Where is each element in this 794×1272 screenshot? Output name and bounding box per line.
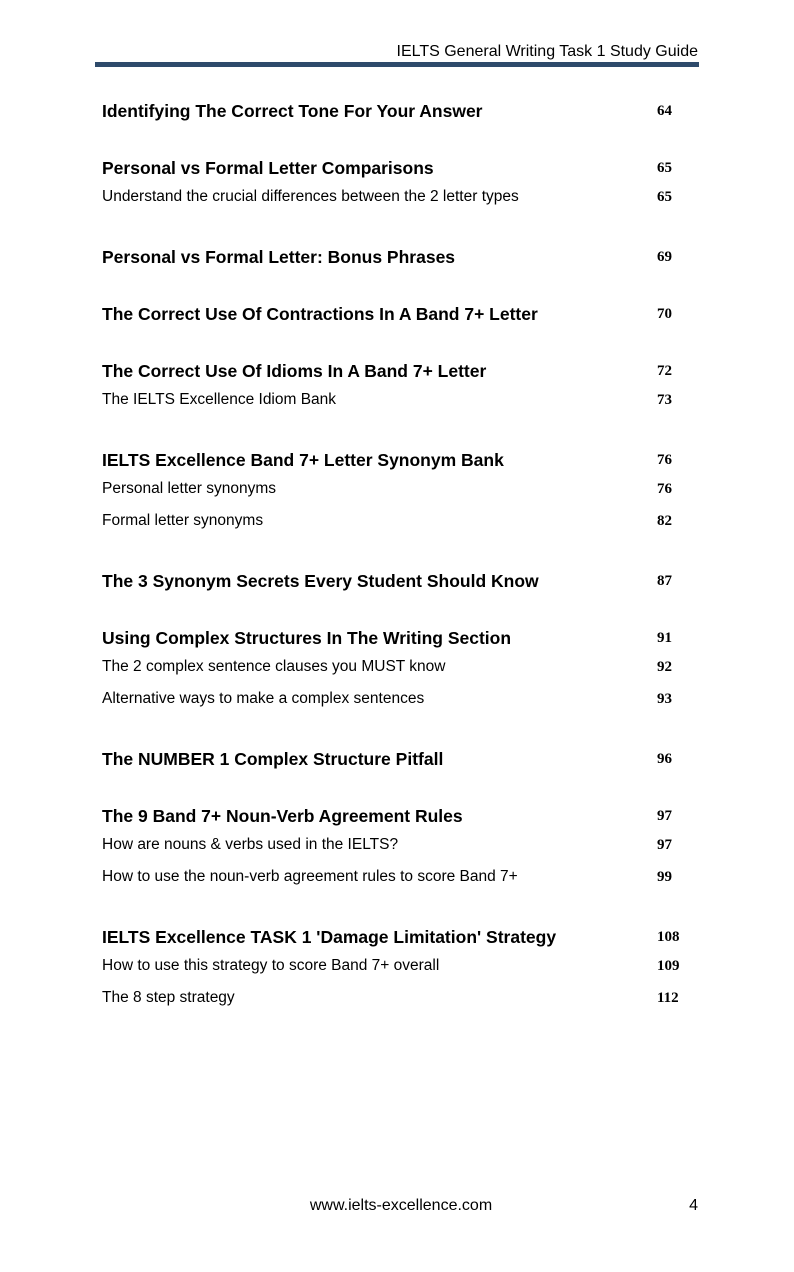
toc-subsection-page: 76 <box>657 480 672 497</box>
toc-chapter-page: 76 <box>657 451 672 468</box>
toc-chapter-page: 108 <box>657 928 680 945</box>
toc-chapter-page: 64 <box>657 102 672 119</box>
toc-chapter-title: Identifying The Correct Tone For Your Answer <box>102 100 483 121</box>
toc-chapter-page: 91 <box>657 629 672 646</box>
toc-chapter-title: Personal vs Formal Letter Comparisons <box>102 157 434 178</box>
toc-section <box>102 568 682 594</box>
header-divider <box>95 62 699 67</box>
toc-subsection-title: The IELTS Excellence Idiom Bank <box>102 391 337 408</box>
page-number: 4 <box>689 1197 698 1214</box>
table-of-contents <box>102 98 682 1045</box>
toc-subsection-title: Personal letter synonyms <box>102 480 277 497</box>
toc-chapter-title: The Correct Use Of Idioms In A Band 7+ Letter <box>102 360 487 381</box>
toc-chapter-title: The 3 Synonym Secrets Every Student Should Know <box>102 570 539 591</box>
toc-chapter-page: 65 <box>657 159 672 176</box>
toc-section <box>102 358 682 416</box>
toc-subsection-entry[interactable] <box>102 384 682 416</box>
toc-chapter-entry[interactable] <box>102 155 682 181</box>
toc-chapter-title: Using Complex Structures In The Writing Section <box>102 627 512 648</box>
toc-subsection-title: Formal letter synonyms <box>102 512 264 529</box>
toc-subsection-entry[interactable] <box>102 950 682 982</box>
toc-subsection-title: How to use the noun-verb agreement rules to score Band 7+ <box>102 868 518 885</box>
toc-subsection-entry[interactable] <box>102 683 682 715</box>
toc-subsection-page: 92 <box>657 658 672 675</box>
toc-subsection-page: 65 <box>657 188 672 205</box>
toc-subsection-title: The 2 complex sentence clauses you MUST know <box>102 658 446 675</box>
toc-chapter-page: 96 <box>657 750 672 767</box>
toc-chapter-title: The Correct Use Of Contractions In A Band 7+ Letter <box>102 303 538 324</box>
toc-subsection-entry[interactable] <box>102 861 682 893</box>
toc-chapter-entry[interactable] <box>102 803 682 829</box>
toc-section <box>102 803 682 893</box>
toc-subsection-title: How to use this strategy to score Band 7+ overall <box>102 957 440 974</box>
toc-chapter-page: 72 <box>657 362 672 379</box>
toc-subsection-page: 112 <box>657 989 679 1006</box>
toc-subsection-page: 109 <box>657 957 680 974</box>
toc-chapter-entry[interactable] <box>102 358 682 384</box>
toc-subsection-page: 73 <box>657 391 672 408</box>
toc-section <box>102 746 682 772</box>
toc-chapter-page: 69 <box>657 248 672 265</box>
toc-chapter-title: IELTS Excellence Band 7+ Letter Synonym Bank <box>102 449 504 470</box>
toc-subsection-page: 99 <box>657 868 672 885</box>
toc-subsection-entry[interactable] <box>102 829 682 861</box>
toc-chapter-entry[interactable] <box>102 625 682 651</box>
toc-chapter-entry[interactable] <box>102 301 682 327</box>
toc-chapter-entry[interactable] <box>102 244 682 270</box>
toc-section <box>102 98 682 124</box>
toc-chapter-page: 87 <box>657 572 672 589</box>
toc-chapter-entry[interactable] <box>102 447 682 473</box>
toc-subsection-entry[interactable] <box>102 181 682 213</box>
toc-chapter-title: The 9 Band 7+ Noun-Verb Agreement Rules <box>102 805 463 826</box>
toc-subsection-entry[interactable] <box>102 473 682 505</box>
toc-chapter-page: 70 <box>657 305 672 322</box>
toc-section <box>102 447 682 537</box>
toc-chapter-title: IELTS Excellence TASK 1 'Damage Limitation' Strategy <box>102 926 557 947</box>
toc-chapter-title: The NUMBER 1 Complex Structure Pitfall <box>102 748 444 769</box>
toc-subsection-page: 93 <box>657 690 672 707</box>
toc-subsection-page: 97 <box>657 836 672 853</box>
footer-url: www.ielts-excellence.com <box>309 1197 493 1214</box>
toc-subsection-page: 82 <box>657 512 672 529</box>
toc-section <box>102 924 682 1014</box>
running-header: IELTS General Writing Task 1 Study Guide <box>396 43 698 60</box>
toc-subsection-title: How are nouns & verbs used in the IELTS? <box>102 836 399 853</box>
toc-section <box>102 155 682 213</box>
toc-subsection-entry[interactable] <box>102 505 682 537</box>
toc-chapter-entry[interactable] <box>102 924 682 950</box>
toc-subsection-title: Alternative ways to make a complex sentences <box>102 690 425 707</box>
toc-chapter-entry[interactable] <box>102 746 682 772</box>
toc-subsection-entry[interactable] <box>102 982 682 1014</box>
toc-chapter-page: 97 <box>657 807 672 824</box>
toc-subsection-title: The 8 step strategy <box>102 989 235 1006</box>
toc-chapter-entry[interactable] <box>102 568 682 594</box>
toc-section <box>102 244 682 270</box>
toc-chapter-title: Personal vs Formal Letter: Bonus Phrases <box>102 246 456 267</box>
toc-subsection-entry[interactable] <box>102 651 682 683</box>
toc-chapter-entry[interactable] <box>102 98 682 124</box>
toc-section <box>102 301 682 327</box>
toc-subsection-title: Understand the crucial differences between the 2 letter types <box>102 188 519 205</box>
toc-section <box>102 625 682 715</box>
